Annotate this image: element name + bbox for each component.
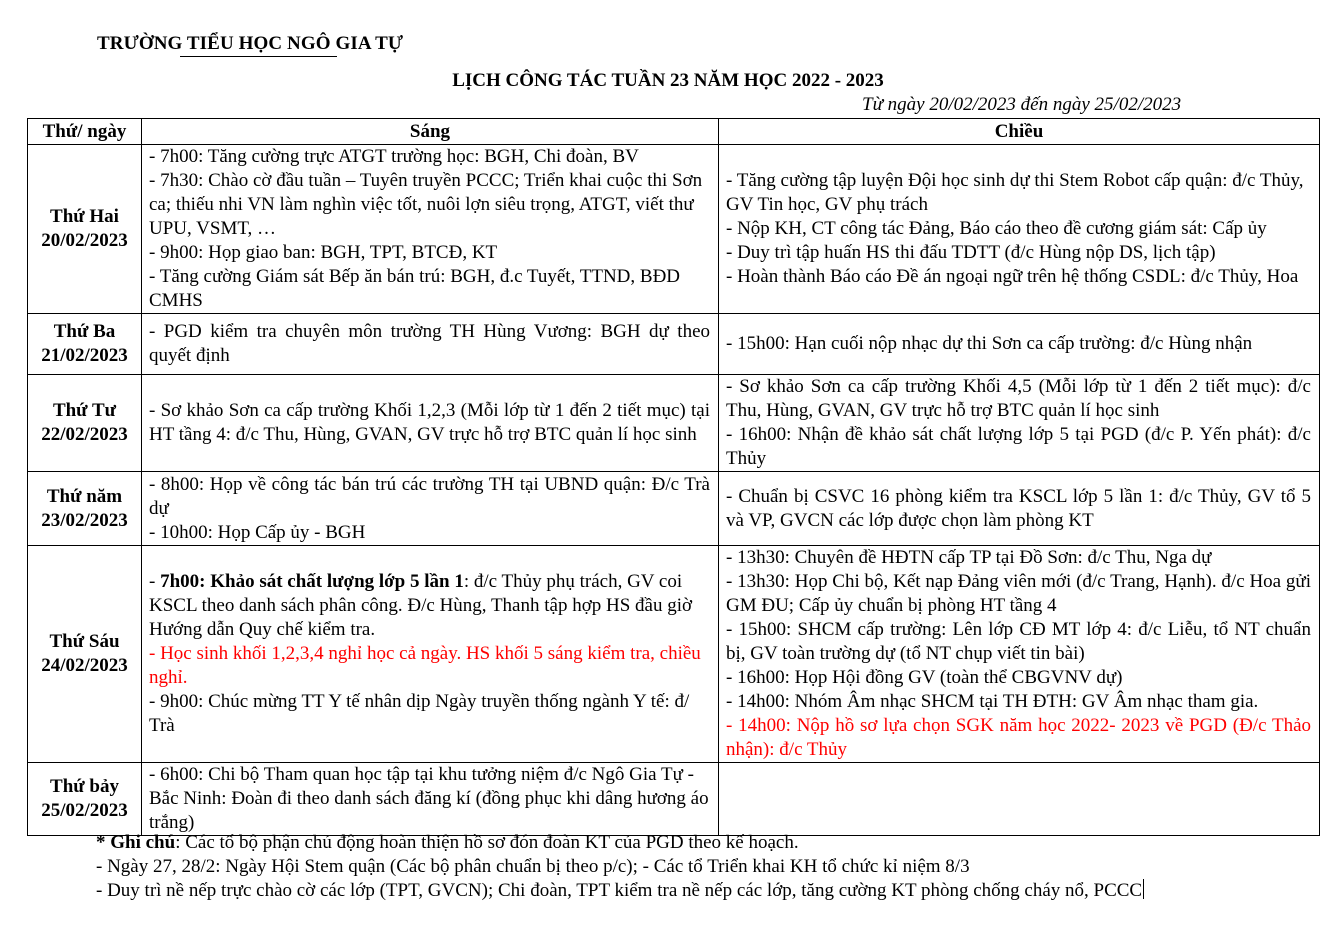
day-date: 25/02/2023 [41, 800, 128, 821]
table-row [28, 145, 1320, 314]
note-label: * Ghi chú [96, 832, 176, 853]
schedule-table [27, 118, 1320, 836]
date-range: Từ ngày 20/02/2023 đến ngày 25/02/2023 [862, 94, 1182, 115]
notes-section [96, 831, 1144, 903]
day-cell [28, 375, 142, 472]
task-item: - PGD kiểm tra chuyên môn trường TH Hùng Vương: BGH dự theo quyết định [149, 321, 710, 366]
task-item: - 14h00: Nhóm Âm nhạc SHCM tại TH ĐTH: GV Âm nhạc tham gia. [726, 691, 1259, 712]
task-detail: : đ/c Thủy phụ trách, GV coi KSCL theo danh sách phân công. Đ/c Hùng, Thanh tập hợp HS đầu giờ Hướng dẫn Quy chế kiểm tra. [149, 571, 693, 640]
note-text: : Các tổ bộ phận chủ động hoàn thiện hồ sơ đón đoàn KT của PGD theo kế hoạch. [175, 832, 799, 853]
afternoon-cell [719, 145, 1320, 314]
task-item: - Hoàn thành Báo cáo Đề án ngoại ngữ trên hệ thống CSDL: đ/c Thủy, Hoa [726, 266, 1299, 287]
task-item: - Sơ khảo Sơn ca cấp trường Khối 1,2,3 (Mỗi lớp từ 1 đến 2 tiết mục) tại HT tầng 4: đ/c Thu, Hùng, GVAN, GV trực hỗ trợ BTC quản lí học sinh [149, 400, 710, 445]
afternoon-cell [719, 375, 1320, 472]
task-item: - Nộp KH, CT công tác Đảng, Báo cáo theo đề cương giám sát: Cấp ủy [726, 218, 1267, 239]
task-item: - Chuẩn bị CSVC 16 phòng kiểm tra KSCL lớp 5 lần 1: đ/c Thủy, GV tổ 5 và VP, GVCN các lớp được chọn làm phòng KT [726, 485, 1311, 531]
day-name: Thứ Hai [50, 206, 119, 227]
school-name-underline [180, 56, 337, 57]
task-item: - 9h00: Chúc mừng TT Y tế nhân dịp Ngày truyền thống ngành Y tế: đ/ Trà [149, 691, 690, 736]
task-item: - 16h00: Họp Hội đồng GV (toàn thể CBGVNV dự) [726, 667, 1123, 688]
header-day: Thứ/ ngày [28, 119, 142, 145]
morning-cell [142, 472, 719, 546]
day-name: Thứ năm [46, 485, 123, 507]
day-cell [28, 314, 142, 375]
task-item: - 13h30: Chuyên đề HĐTN cấp TP tại Đồ Sơn: đ/c Thu, Nga dự [726, 547, 1212, 568]
task-item-alert: - 14h00: Nộp hồ sơ lựa chọn SGK năm học 2022- 2023 về PGD (Đ/c Thảo nhận): đ/c Thủy [726, 715, 1311, 760]
task-item-alert: - Học sinh khối 1,2,3,4 nghỉ học cả ngày. HS khối 5 sáng kiểm tra, chiều nghỉ. [149, 643, 701, 688]
table-header-row [28, 119, 1320, 145]
table-row [28, 546, 1320, 763]
day-cell [28, 763, 142, 836]
day-name: Thứ Ba [53, 321, 116, 342]
afternoon-cell [719, 546, 1320, 763]
task-item: - Sơ khảo Sơn ca cấp trường Khối 4,5 (Mỗi lớp từ 1 đến 2 tiết mục): đ/c Thu, Hùng, GVAN, GV trực hỗ trợ BTC quản lí học sinh [726, 376, 1311, 421]
task-item: - 7h30: Chào cờ đầu tuần – Tuyên truyền PCCC; Triển khai cuộc thi Sơn ca; thiếu nhi VN làm nghìn việc tốt, nuôi lợn siêu trọng, ATGT, viết thư UPU, VSMT, … [149, 170, 703, 239]
day-cell [28, 472, 142, 546]
task-item: - 7h00: Tăng cường trực ATGT trường học: BGH, Chi đoàn, BV [149, 146, 639, 167]
afternoon-cell [719, 763, 1320, 836]
morning-cell [142, 375, 719, 472]
table-row [28, 763, 1320, 836]
day-date: 22/02/2023 [41, 424, 128, 445]
task-item: - Tăng cường Giám sát Bếp ăn bán trú: BGH, đ.c Tuyết, TTND, BĐD CMHS [149, 266, 681, 311]
note-line [96, 831, 1144, 855]
school-name: TRƯỜNG TIỂU HỌC NGÔ GIA TỰ [97, 33, 404, 54]
task-item: - 13h30: Họp Chi bộ, Kết nạp Đảng viên mới (đ/c Trang, Hạnh). đ/c Hoa gửi GM ĐU; Cấp ủy chuẩn bị phòng HT tầng 4 [726, 571, 1311, 616]
afternoon-cell [719, 314, 1320, 375]
task-item: - 10h00: Họp Cấp ủy - BGH [149, 521, 366, 543]
day-date: 23/02/2023 [41, 509, 128, 531]
day-date: 24/02/2023 [41, 655, 128, 676]
header-morning: Sáng [142, 119, 719, 145]
task-item: - 15h00: Hạn cuối nộp nhạc dự thi Sơn ca cấp trường: đ/c Hùng nhận [726, 333, 1253, 354]
morning-cell [142, 763, 719, 836]
task-prefix: - [149, 571, 161, 592]
task-highlight: 7h00: Khảo sát chất lượng lớp 5 lần 1 [160, 571, 464, 592]
task-item: - 8h00: Họp về công tác bán trú các trường TH tại UBND quận: Đ/c Trà dự [149, 473, 710, 519]
task-item: - Tăng cường tập luyện Đội học sinh dự thi Stem Robot cấp quận: đ/c Thủy, GV Tin học, GV phụ trách [726, 170, 1304, 215]
task-item: - 16h00: Nhận đề khảo sát chất lượng lớp 5 tại PGD (đ/c P. Yến phát): đ/c Thủy [726, 424, 1311, 469]
task-item [149, 570, 710, 642]
header-afternoon: Chiều [719, 119, 1320, 145]
note-line: - Ngày 27, 28/2: Ngày Hội Stem quận (Các bộ phân chuẩn bị theo p/c); - Các tổ Triển khai KH tổ chức kỉ niệm 8/3 [96, 856, 970, 877]
morning-cell [142, 546, 719, 763]
day-date: 20/02/2023 [41, 230, 128, 251]
day-cell [28, 546, 142, 763]
day-name: Thứ Sáu [49, 631, 120, 652]
day-name: Thứ Tư [52, 400, 117, 421]
text-cursor [1143, 879, 1144, 899]
table-row [28, 375, 1320, 472]
note-line [96, 879, 1144, 903]
day-name: Thứ bảy [50, 776, 119, 797]
table-row [28, 314, 1320, 375]
afternoon-cell [719, 472, 1320, 546]
task-item: - 9h00: Họp giao ban: BGH, TPT, BTCĐ, KT [149, 242, 498, 263]
morning-cell [142, 314, 719, 375]
note-text: - Duy trì nề nếp trực chào cờ các lớp (TPT, GVCN); Chi đoàn, TPT kiểm tra nề nếp các lớp, tăng cường KT phòng chống cháy nổ, PCCC [96, 880, 1143, 901]
task-item: - Duy trì tập huấn HS thi đấu TDTT (đ/c Hùng nộp DS, lịch tập) [726, 242, 1216, 263]
day-cell [28, 145, 142, 314]
morning-cell [142, 145, 719, 314]
table-row [28, 472, 1320, 546]
task-item: - 15h00: SHCM cấp trường: Lên lớp CĐ MT lớp 4: đ/c Liễu, tổ NT chuẩn bị, GV toàn trường dự (tổ NT chụp viết tin bài) [726, 619, 1311, 664]
task-item: - 6h00: Chi bộ Tham quan học tập tại khu tưởng niệm đ/c Ngô Gia Tự - Bắc Ninh: Đoàn đi theo danh sách đăng kí (đồng phục khi dâng hương áo trắng) [149, 764, 709, 833]
page-title: LỊCH CÔNG TÁC TUẦN 23 NĂM HỌC 2022 - 2023 [452, 70, 884, 91]
day-date: 21/02/2023 [41, 345, 128, 366]
